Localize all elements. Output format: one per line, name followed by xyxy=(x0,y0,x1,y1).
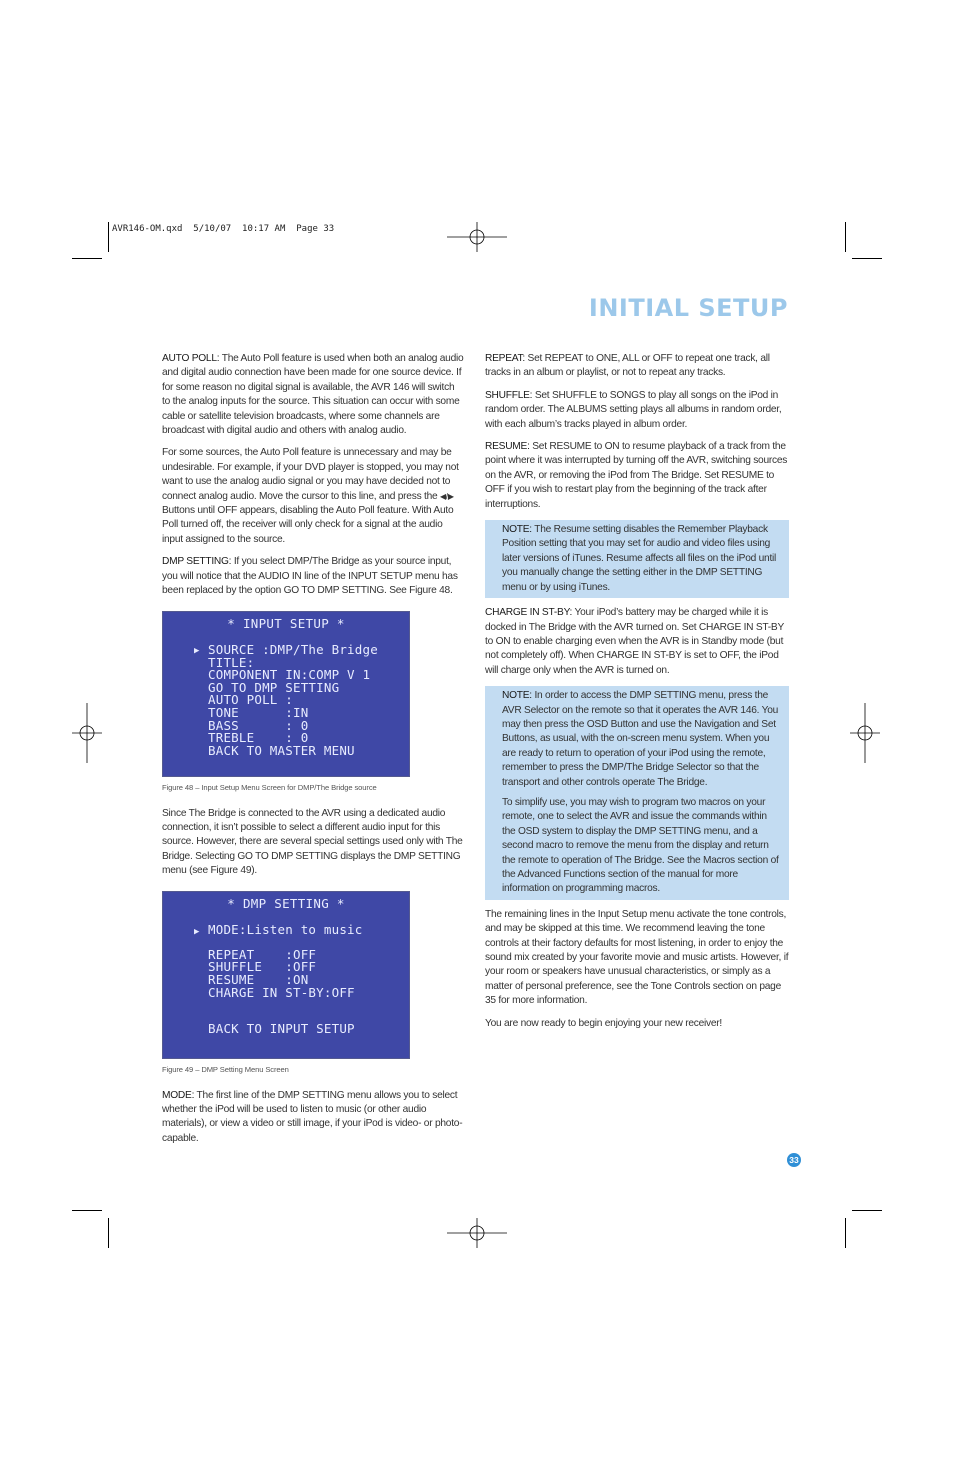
resume-term: RESUME: xyxy=(485,441,530,453)
figure-48-input-setup-screen xyxy=(162,611,410,777)
osd-row: BASS : 0 xyxy=(208,717,309,733)
osd-row: AUTO POLL : xyxy=(208,692,293,708)
repeat-term: REPEAT: xyxy=(485,353,525,364)
osd-row: TITLE: xyxy=(208,654,255,670)
auto-poll-text: The Auto Poll feature is used when both an analog audio and digital audio connection have been made for one source device. If for some reason no digital signal is available, the AVR 146 will switch to the analog inputs for the source. This situation can occur with some cable or satellite television broadcasts, where some channels are broadcast with digital audio and others with analog audio. xyxy=(162,353,464,437)
right-column xyxy=(485,352,789,1039)
mode-text: The first line of the DMP SETTING menu allows you to select whether the iPod will be used to listen to music (or other audio materials), or view a video or still image, if your iPod is video- or photo-capable. xyxy=(162,1089,463,1144)
osd-row: SHUFFLE :OFF xyxy=(208,959,317,975)
osd-row-back: BACK TO INPUT SETUP xyxy=(208,1021,355,1037)
crop-mark-br-h xyxy=(852,1210,882,1211)
crop-mark-tr-v xyxy=(845,222,846,252)
figure-49-caption: Figure 49 – DMP Setting Menu Screen xyxy=(162,1064,289,1074)
section-title: INITIAL SETUP xyxy=(588,294,788,322)
note-term: NOTE: xyxy=(502,690,532,702)
mode-term: MODE: xyxy=(162,1089,195,1101)
bridge-paragraph: Since The Bridge is connected to the AVR using a dedicated audio connection, it isn’t possible to select a different audio input for this source. However, there are several special settings used only with The Bridge. Selecting GO TO DMP SETTING displays the DMP SETTING menu (see Figure 49). xyxy=(162,807,463,877)
repeat-text: Set REPEAT to ONE, ALL or OFF to repeat one track, all tracks in an album or playlist, or not to repeat any tracks. xyxy=(485,353,770,379)
shuffle-text: Set SHUFFLE to SONGS to play all songs on the iPod in random order. The ALBUMS setting plays all albums in random order, with each album’s tracks played in album order. xyxy=(485,389,782,430)
charge-paragraph xyxy=(485,606,789,678)
crop-mark-tr-h xyxy=(852,258,882,259)
note-term: NOTE: xyxy=(502,524,532,536)
osd-row: RESUME :ON xyxy=(208,971,309,987)
osd-row: SOURCE :DMP/The Bridge xyxy=(208,642,378,658)
remaining-lines-paragraph: The remaining lines in the Input Setup menu activate the tone controls, and may be skipped at this time. We recommend leaving the tone controls at their factory defaults for most listening, in order to enjoy the sound mix created by your favorite movie and music artists. However, if your room or speakers have unusual characteristics, or simply as a matter of personal preference, see the Tone Controls section on page 35 for more information. xyxy=(485,908,789,1007)
auto-poll-text-2b: Buttons until OFF appears, disabling the Auto Poll feature. With Auto Poll turned off, the receiver will only check for a signal at the audio input assigned to the source. xyxy=(162,505,454,545)
charge-text: Your iPod’s battery may be charged while it is docked in The Bridge with the AVR turned on. Set CHARGE IN ST-BY to ON to enable charging even when the AVR is in Standby mode (but not completely off). When CHARGE IN ST-BY is set to OFF, the iPod will charge only when the AVR is turned on. xyxy=(485,607,784,676)
note-paragraph-2: To simplify use, you may wish to program two macros on your remote, one to select the AVR and issue the commands within the OSD system to display the DMP SETTING menu, and a second macro to remove the menu from the display and return the remote to operation of The Bridge. See the Macros section of the Advanced Functions section of the manual for more information on programming macros. xyxy=(502,796,779,895)
osd-row: REPEAT :OFF xyxy=(208,946,317,962)
dmp-setting-term: DMP SETTING: xyxy=(162,556,232,568)
left-column xyxy=(162,352,464,1154)
crop-mark-bl-h xyxy=(72,1210,102,1211)
resume-paragraph xyxy=(485,440,789,512)
osd-row: GO TO DMP SETTING xyxy=(208,679,340,695)
mode-paragraph xyxy=(162,1089,464,1147)
registration-mark-right xyxy=(850,703,880,763)
auto-poll-paragraph-2 xyxy=(162,446,464,547)
note-box-dmp-access xyxy=(485,686,789,900)
repeat-paragraph xyxy=(485,352,789,381)
osd-row: CHARGE IN ST-BY:OFF xyxy=(208,984,355,1000)
osd-row: TREBLE : 0 xyxy=(208,730,309,746)
osd-row: TONE :IN xyxy=(208,705,309,721)
crop-mark-tl-v xyxy=(108,222,109,252)
note-paragraph xyxy=(502,689,779,790)
osd-row-mode: MODE:Listen to music xyxy=(208,922,363,938)
registration-mark-top xyxy=(447,222,507,252)
cursor-arrow-icon: ▶ xyxy=(194,645,200,656)
auto-poll-text-2a: For some sources, the Auto Poll feature is unnecessary and may be undesirable. For example, if your DVD player is stopped, you may not want to use the analog audio signal or you may have decided not to connect analog audio. Move the cursor to this line, and press the xyxy=(162,447,459,502)
dmp-setting-paragraph xyxy=(162,555,464,598)
osd-title: * DMP SETTING * xyxy=(227,895,345,911)
crop-mark-bl-v xyxy=(108,1218,109,1248)
shuffle-paragraph xyxy=(485,389,789,432)
figure-49-dmp-setting-screen xyxy=(162,891,410,1059)
page-number-badge: 33 xyxy=(787,1153,801,1167)
crop-mark-br-v xyxy=(845,1218,846,1248)
left-right-arrows-icon: ◀/▶ xyxy=(439,491,454,501)
osd-row: COMPONENT IN:COMP V 1 xyxy=(208,667,371,683)
figure-48-caption: Figure 48 – Input Setup Menu Screen for DMP/The Bridge source xyxy=(162,782,377,792)
resume-text: Set RESUME to ON to resume playback of a track from the point where it was interrupted by turning off the AVR, switching sources on the AVR, or removing the iPod from The Bridge. Set RESUME to OFF if you wish to restart play from the beginning of the track after interruptions. xyxy=(485,441,788,510)
auto-poll-term: AUTO POLL: xyxy=(162,353,220,364)
ready-paragraph: You are now ready to begin enjoying your new receiver! xyxy=(485,1017,723,1029)
registration-mark-bottom xyxy=(447,1218,507,1248)
note-box-resume xyxy=(485,520,789,598)
note-paragraph xyxy=(502,523,779,595)
shuffle-term: SHUFFLE: xyxy=(485,389,533,401)
note-text: In order to access the DMP SETTING menu, press the AVR Selector on the remote so that it operates the AVR 146. You may then press the OSD Button and use the Navigation and Set Buttons, as usual, with the on-screen menu system. When you are ready to return to operation of your iPod using the remote, remember to press the DMP/The Bridge Selector so that the transport and other controls operate The Bridge. xyxy=(502,690,779,788)
osd-row: BACK TO MASTER MENU xyxy=(208,742,355,758)
cursor-arrow-icon: ▶ xyxy=(194,926,200,937)
auto-poll-paragraph xyxy=(162,352,464,438)
crop-mark-tl-h xyxy=(72,258,102,259)
note-text: The Resume setting disables the Remember Playback Position setting that you may set for audio and video files using later versions of iTunes. Resume affects all files on the iPod until you manually change the setting either in the DMP SETTING menu or by using iTunes. xyxy=(502,524,777,593)
registration-mark-left xyxy=(72,703,102,763)
osd-title: * INPUT SETUP * xyxy=(227,615,345,631)
charge-term: CHARGE IN ST-BY: xyxy=(485,607,573,619)
printer-slug: AVR146-OM.qxd 5/10/07 10:17 AM Page 33 xyxy=(112,224,335,234)
dmp-setting-text: If you select DMP/The Bridge as your source input, you will notice that the AUDIO IN line of the INPUT SETUP menu has been replaced by the option GO TO DMP SETTING. See Figure 48. xyxy=(162,556,458,597)
